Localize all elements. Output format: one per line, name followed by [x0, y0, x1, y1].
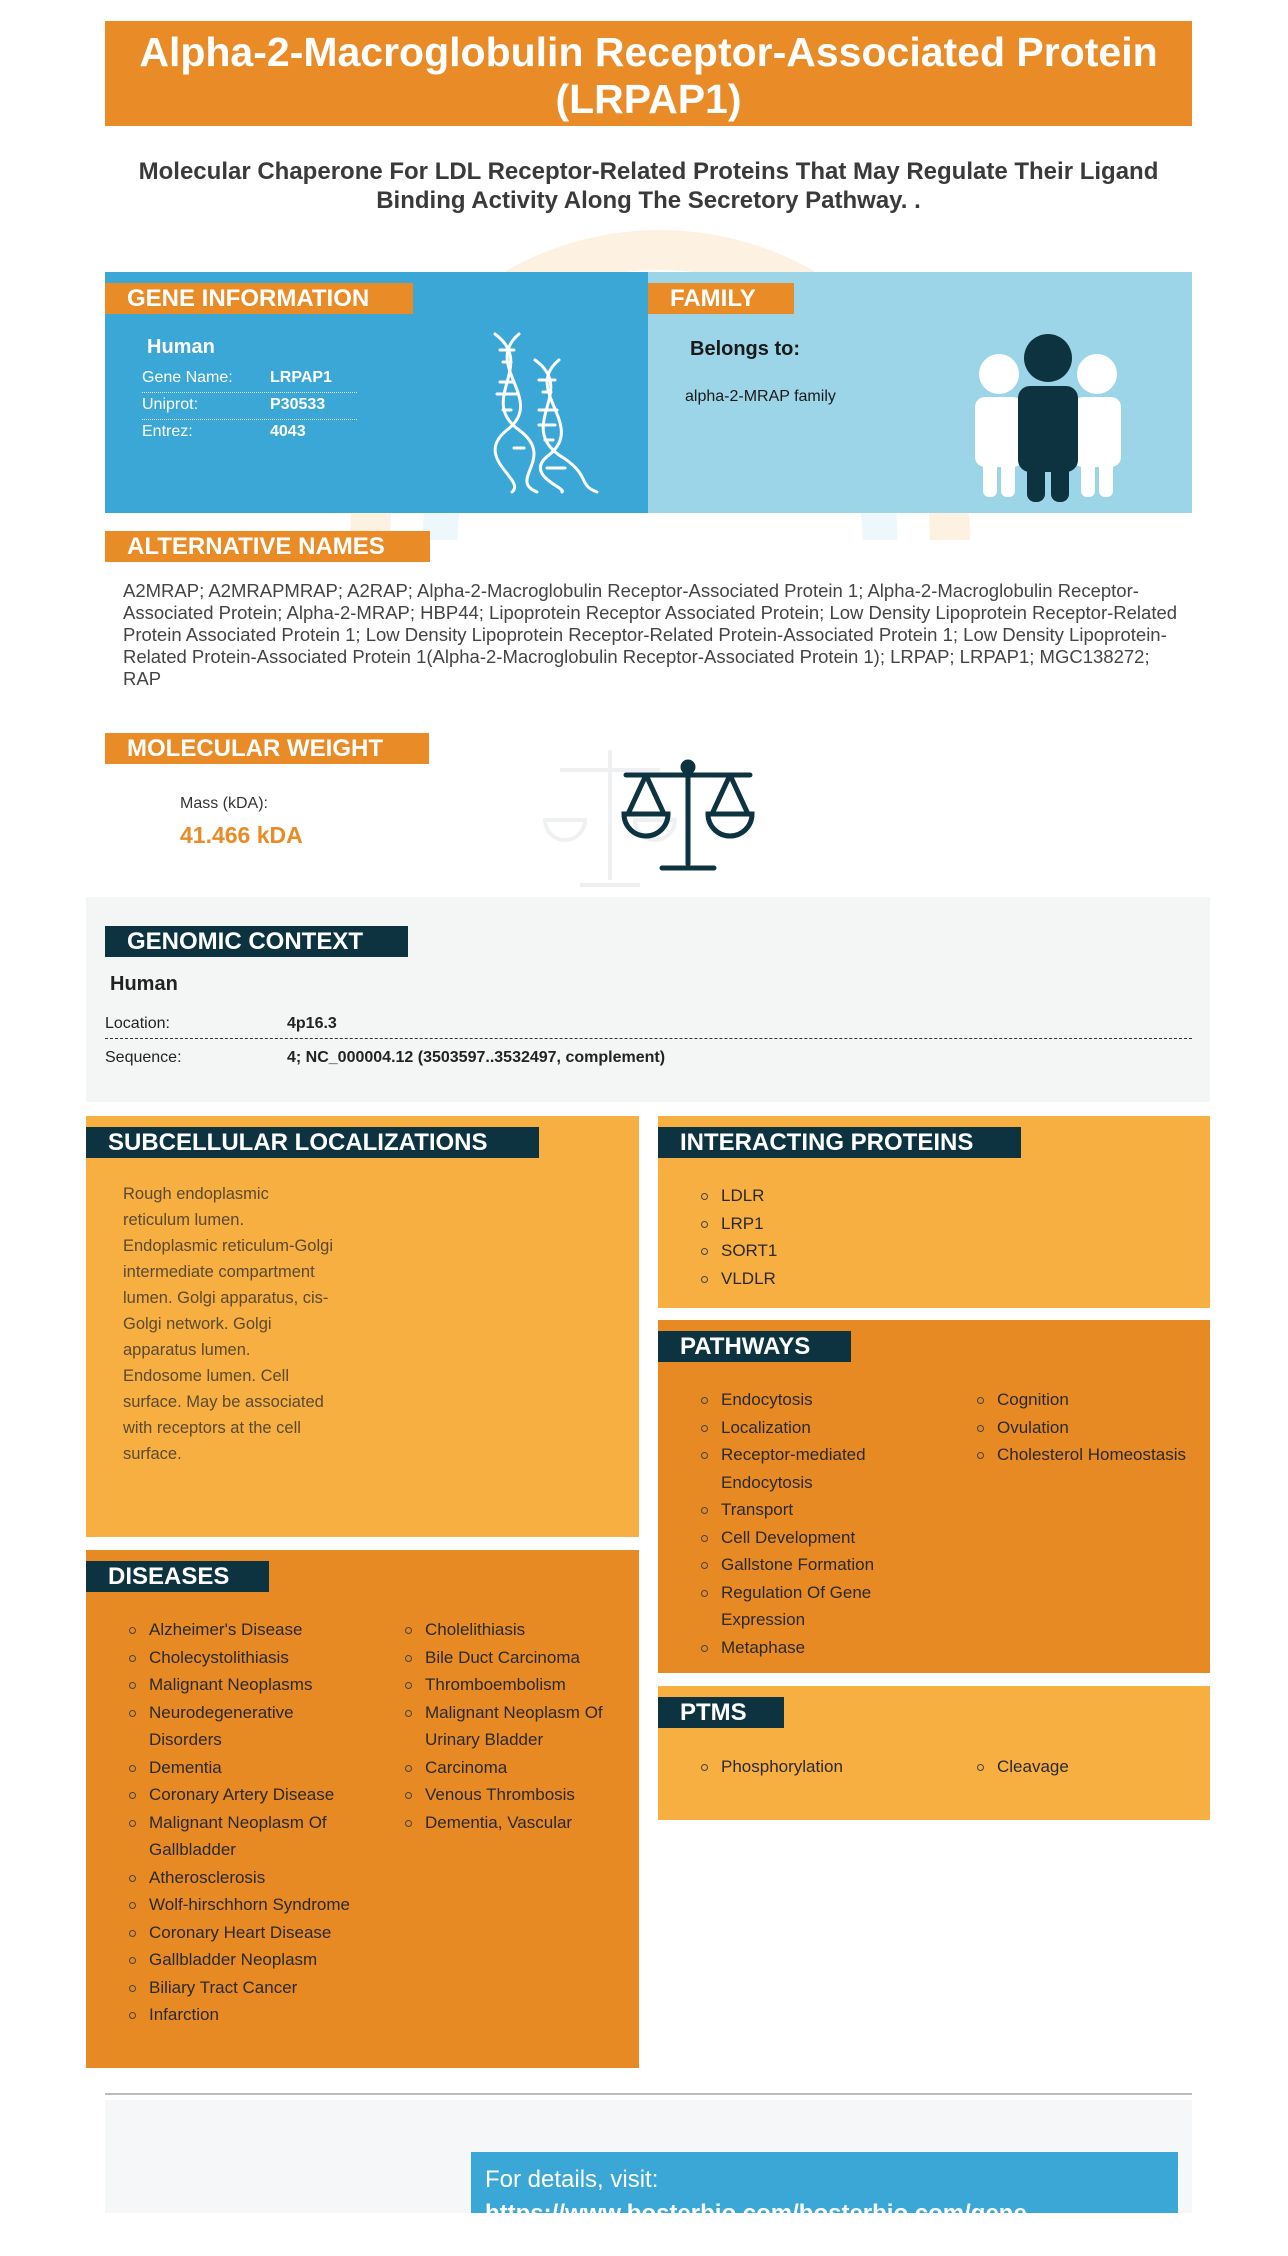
page-subtitle: Molecular Chaperone For LDL Receptor-Related Proteins That May Regulate Their Ligand Binding Activity Along The Secretory Pathway. . — [138, 158, 1159, 214]
list-item: LRP1 — [698, 1210, 777, 1238]
molecular-weight-heading: MOLECULAR WEIGHT — [105, 733, 429, 764]
sequence-label: Sequence: — [105, 1049, 182, 1066]
interacting-proteins-list — [698, 1182, 777, 1292]
list-item: Malignant Neoplasm Of Gallbladder — [126, 1809, 366, 1864]
interacting-proteins-heading: INTERACTING PROTEINS — [658, 1127, 1021, 1158]
page-title: Alpha-2-Macroglobulin Receptor-Associated Protein (LRPAP1) — [105, 21, 1192, 126]
dna-helix-icon — [467, 330, 607, 495]
subcellular-localizations-panel — [86, 1116, 639, 1537]
footer-details-box — [471, 2152, 1178, 2255]
gene-name-label: Gene Name: — [142, 369, 233, 386]
pathways-list-col2 — [974, 1386, 1204, 1469]
genomic-species: Human — [110, 973, 178, 995]
family-belongs-label: Belongs to: — [690, 338, 800, 360]
diseases-panel — [86, 1550, 639, 2068]
list-item: Venous Thrombosis — [402, 1781, 634, 1809]
list-item: Atherosclerosis — [126, 1864, 366, 1892]
family-heading: FAMILY — [648, 283, 794, 314]
balance-scale-icon — [620, 760, 756, 874]
list-item: Cell Development — [698, 1524, 903, 1552]
sequence-row — [105, 1043, 1192, 1073]
list-item: VLDLR — [698, 1265, 777, 1293]
gene-name-value: LRPAP1 — [270, 369, 332, 386]
uniprot-label: Uniprot: — [142, 396, 199, 413]
list-item: Wolf-hirschhorn Syndrome — [126, 1891, 366, 1919]
list-item: Neurodegenerative Disorders — [126, 1699, 366, 1754]
footer-label: For details, visit: — [485, 2166, 659, 2193]
list-item: Regulation Of Gene Expression — [698, 1579, 903, 1634]
uniprot-row — [142, 393, 357, 420]
pathways-list-col1 — [698, 1386, 903, 1661]
entrez-row — [142, 420, 357, 447]
list-item: Phosphorylation — [698, 1753, 928, 1781]
list-item: Thromboembolism — [402, 1671, 634, 1699]
list-item: Gallbladder Neoplasm — [126, 1946, 366, 1974]
list-item: Transport — [698, 1496, 903, 1524]
list-item: Dementia, Vascular — [402, 1809, 634, 1837]
location-label: Location: — [105, 1015, 170, 1032]
list-item: Cleavage — [974, 1753, 1204, 1781]
ptms-list-col2 — [974, 1753, 1204, 1781]
list-item: Cognition — [974, 1386, 1204, 1414]
gene-species: Human — [147, 336, 215, 358]
list-item: Dementia — [126, 1754, 366, 1782]
list-item: Cholecystolithiasis — [126, 1644, 366, 1672]
gene-information-heading: GENE INFORMATION — [105, 283, 413, 314]
list-item: LDLR — [698, 1182, 777, 1210]
list-item: Biliary Tract Cancer — [126, 1974, 366, 2002]
uniprot-value: P30533 — [270, 396, 326, 413]
mass-label: Mass (kDA): — [180, 795, 268, 812]
location-row — [105, 1009, 1192, 1039]
sequence-value: 4; NC_000004.12 (3503597..3532497, complement) — [287, 1049, 666, 1066]
entrez-label: Entrez: — [142, 423, 193, 440]
list-item: Carcinoma — [402, 1754, 634, 1782]
list-item: Localization — [698, 1414, 903, 1442]
list-item: Malignant Neoplasm Of Urinary Bladder — [402, 1699, 634, 1754]
list-item: Cholesterol Homeostasis — [974, 1441, 1204, 1469]
ptms-heading: PTMS — [658, 1697, 784, 1728]
subcellular-localizations-heading: SUBCELLULAR LOCALIZATIONS — [86, 1127, 539, 1158]
subcellular-localizations-text: Rough endoplasmic reticulum lumen. Endoplasmic reticulum-Golgi intermediate compartment lumen. Golgi apparatus, cis-Golgi network. Golgi apparatus lumen. Endosome lumen. Cell surface. May be associated with receptors at the cell surface. — [123, 1185, 333, 1463]
entrez-value: 4043 — [270, 423, 306, 440]
list-item: Coronary Artery Disease — [126, 1781, 366, 1809]
diseases-heading: DISEASES — [86, 1561, 269, 1592]
ptms-list-col1 — [698, 1753, 928, 1781]
alternative-names-text: A2MRAP; A2MRAPMRAP; A2RAP; Alpha-2-Macroglobulin Receptor-Associated Protein 1; Alpha-2-Macroglobulin Receptor-Associated Protein; Alpha-2-MRAP; HBP44; Lipoprotein Receptor Associated Protein; Low Density Lipoprotein Receptor-Related Protein Associated Protein 1; Low Density Lipoprotein Receptor-Related Protein-Associated Protein 1; Low Density Lipoprotein-Related Protein-Associated Protein 1(Alpha-2-Macroglobulin Receptor-Associated Protein 1); LRPAP; LRPAP1; MGC138272; RAP — [123, 580, 1178, 689]
list-item: Endocytosis — [698, 1386, 903, 1414]
list-item: Infarction — [126, 2001, 366, 2029]
list-item: SORT1 — [698, 1237, 777, 1265]
genomic-context-heading: GENOMIC CONTEXT — [105, 926, 408, 957]
alternative-names-heading: ALTERNATIVE NAMES — [105, 531, 430, 562]
list-item: Ovulation — [974, 1414, 1204, 1442]
footer-url-link[interactable]: https://www.bosterbio.com/bosterbio.com/gene-info/lrpap1/LRPAP1 — [485, 2200, 1035, 2255]
footer-divider — [105, 2093, 1192, 2095]
list-item: Coronary Heart Disease — [126, 1919, 366, 1947]
list-item: Receptor-mediated Endocytosis — [698, 1441, 903, 1496]
family-value: alpha-2-MRAP family — [685, 388, 836, 405]
list-item: Bile Duct Carcinoma — [402, 1644, 634, 1672]
list-item: Metaphase — [698, 1634, 903, 1662]
gene-name-row — [142, 366, 357, 393]
pathways-heading: PATHWAYS — [658, 1331, 851, 1362]
list-item: Gallstone Formation — [698, 1551, 903, 1579]
mass-value: 41.466 kDA — [180, 822, 303, 848]
list-item: Malignant Neoplasms — [126, 1671, 366, 1699]
list-item: Cholelithiasis — [402, 1616, 634, 1644]
list-item: Alzheimer's Disease — [126, 1616, 366, 1644]
pathways-panel — [658, 1320, 1210, 1673]
location-value: 4p16.3 — [287, 1015, 337, 1032]
diseases-list-col2 — [402, 1616, 634, 1836]
family-people-icon — [973, 332, 1123, 502]
diseases-list-col1 — [126, 1616, 366, 2029]
